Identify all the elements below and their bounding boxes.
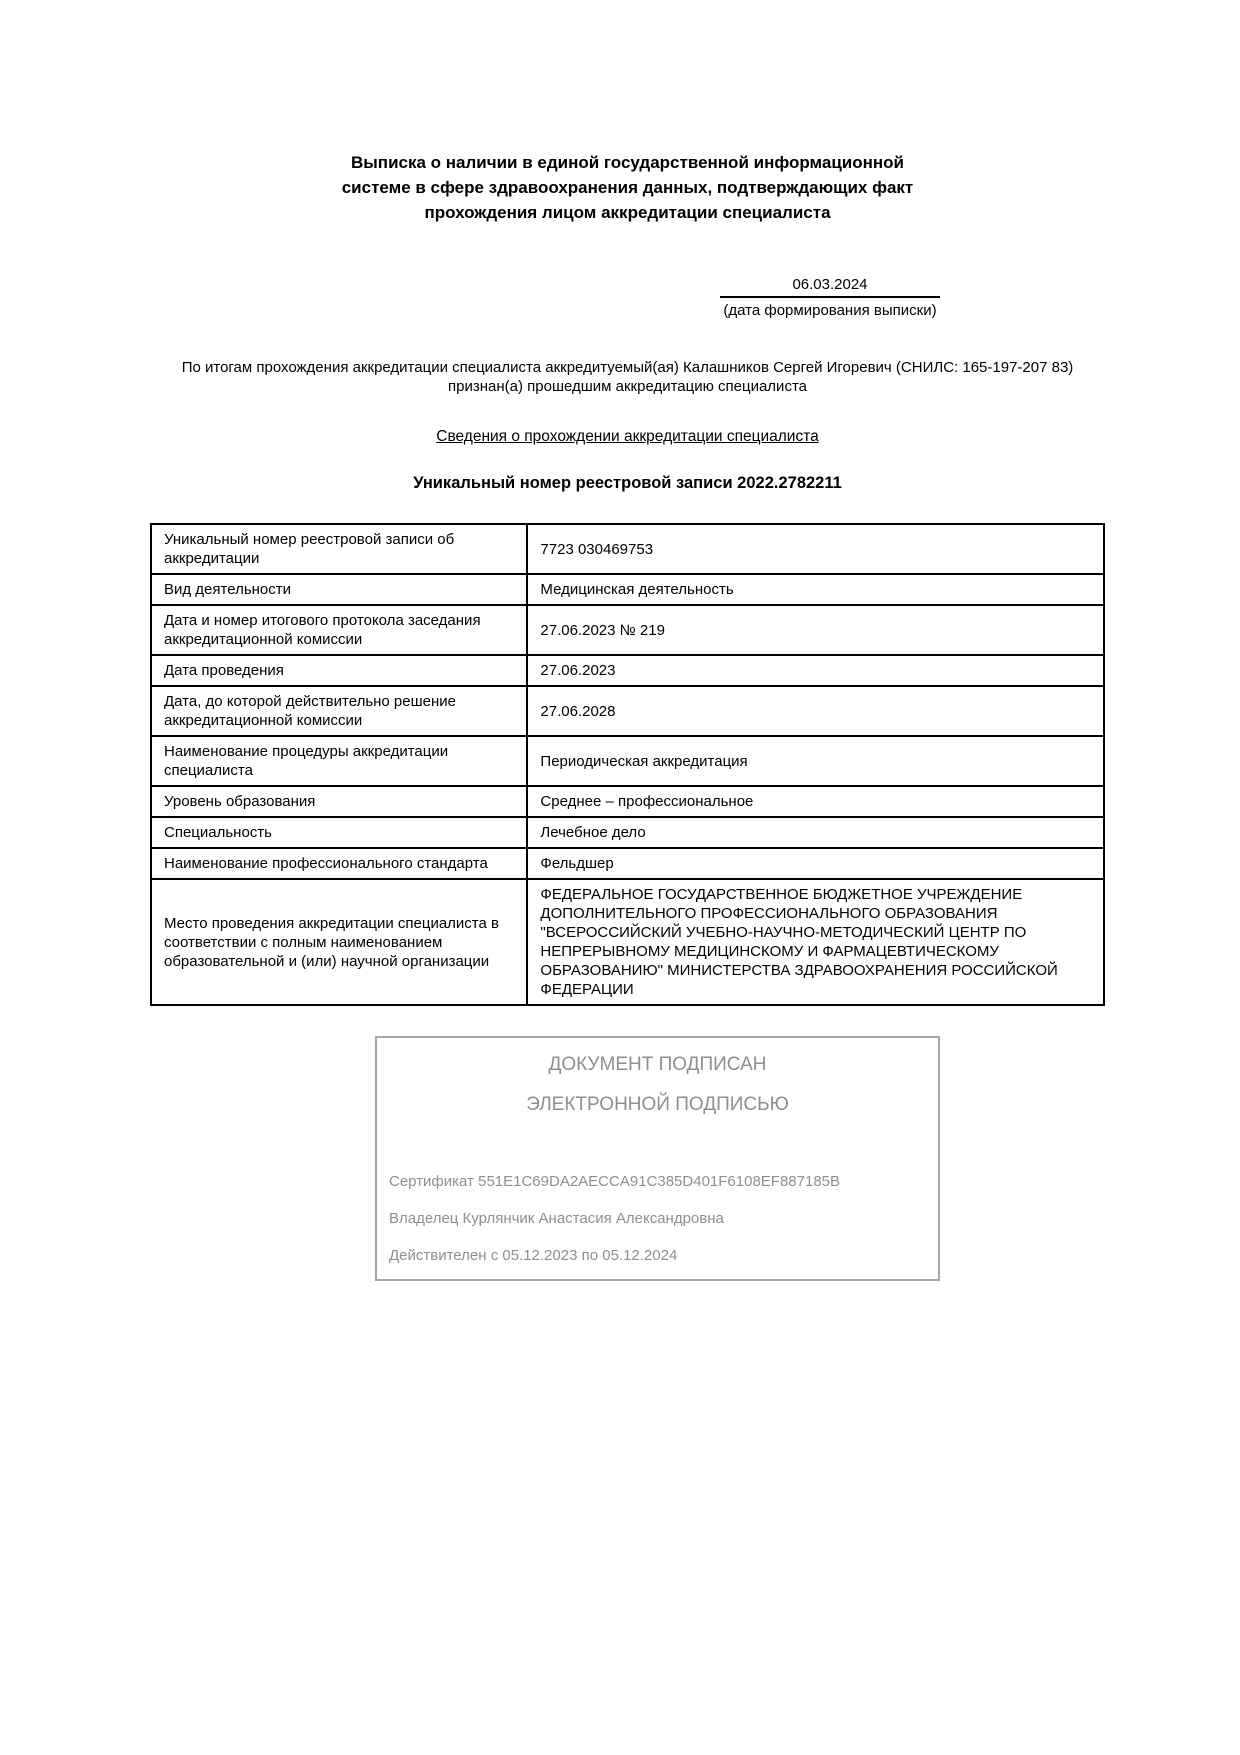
issue-date-caption: (дата формирования выписки)	[723, 302, 937, 319]
table-row	[151, 817, 1104, 848]
row-value: Периодическая аккредитация	[527, 736, 1104, 786]
table-row	[151, 848, 1104, 879]
table-row	[151, 786, 1104, 817]
signature-title-line-2: ЭЛЕКТРОННОЙ ПОДПИСЬЮ	[526, 1094, 789, 1115]
table-row	[151, 686, 1104, 736]
page-title-line-3: прохождения лицом аккредитации специалиста	[424, 203, 831, 222]
page-title	[150, 150, 1105, 225]
row-label: Место проведения аккредитации специалиста в соответствии с полным наименованием образовательной и (или) научной организации	[151, 879, 527, 1005]
row-label: Наименование процедуры аккредитации специалиста	[151, 736, 527, 786]
validity-line: Действителен с 05.12.2023 по 05.12.2024	[389, 1247, 678, 1264]
row-label: Дата, до которой действительно решение аккредитационной комиссии	[151, 686, 527, 736]
issue-date-value: 06.03.2024	[720, 275, 940, 298]
row-value: 7723 030469753	[527, 524, 1104, 574]
row-label: Наименование профессионального стандарта	[151, 848, 527, 879]
row-label: Вид деятельности	[151, 574, 527, 605]
page-title-line-1: Выписка о наличии в единой государственной информационной	[351, 153, 904, 172]
document-content	[150, 150, 1105, 1281]
row-label: Дата и номер итогового протокола заседания аккредитационной комиссии	[151, 605, 527, 655]
page-title-line-2: системе в сфере здравоохранения данных, подтверждающих факт	[341, 178, 914, 197]
signature-title-line-1: ДОКУМЕНТ ПОДПИСАН	[548, 1054, 767, 1075]
table-row	[151, 879, 1104, 1005]
row-value: Среднее – профессиональное	[527, 786, 1104, 817]
table-row	[151, 736, 1104, 786]
row-label: Уникальный номер реестровой записи об аккредитации	[151, 524, 527, 574]
row-value: 27.06.2028	[527, 686, 1104, 736]
table-row	[151, 655, 1104, 686]
section-heading: Сведения о прохождении аккредитации специалиста	[436, 428, 819, 445]
signature-box	[375, 1036, 940, 1281]
registry-number-heading: Уникальный номер реестровой записи 2022.2782211	[413, 474, 842, 492]
row-value: Лечебное дело	[527, 817, 1104, 848]
row-value: 27.06.2023 № 219	[527, 605, 1104, 655]
row-label: Специальность	[151, 817, 527, 848]
row-value: Медицинская деятельность	[527, 574, 1104, 605]
issue-date-block	[720, 275, 940, 320]
certificate-line: Сертификат 551E1C69DA2AECCA91C385D401F6108EF887185B	[389, 1173, 841, 1190]
accreditation-table-body	[151, 524, 1104, 1005]
row-value: ФЕДЕРАЛЬНОЕ ГОСУДАРСТВЕННОЕ БЮДЖЕТНОЕ УЧРЕЖДЕНИЕ ДОПОЛНИТЕЛЬНОГО ПРОФЕССИОНАЛЬНОГО ОБРАЗОВАНИЯ "ВСЕРОССИЙСКИЙ УЧЕБНО-НАУЧНО-МЕТОДИЧЕСКИЙ ЦЕНТР ПО НЕПРЕРЫВНОМУ МЕДИЦИНСКОМУ И ФАРМАЦЕВТИЧЕСКОМУ ОБРАЗОВАНИЮ" МИНИСТЕРСТВА ЗДРАВООХРАНЕНИЯ РОССИЙСКОЙ ФЕДЕРАЦИИ	[527, 879, 1104, 1005]
row-value: Фельдшер	[527, 848, 1104, 879]
intro-paragraph: По итогам прохождения аккредитации специалиста аккредитуемый(ая) Калашников Сергей Игоревич (СНИЛС: 165-197-207 83) признан(а) прошедшим аккредитацию специалиста	[181, 359, 1074, 395]
table-row	[151, 605, 1104, 655]
table-row	[151, 574, 1104, 605]
signature-details	[389, 1172, 926, 1265]
row-label: Дата проведения	[151, 655, 527, 686]
accreditation-table	[150, 523, 1105, 1006]
table-row	[151, 524, 1104, 574]
row-value: 27.06.2023	[527, 655, 1104, 686]
owner-line: Владелец Курлянчик Анастасия Александровна	[389, 1210, 724, 1227]
row-label: Уровень образования	[151, 786, 527, 817]
